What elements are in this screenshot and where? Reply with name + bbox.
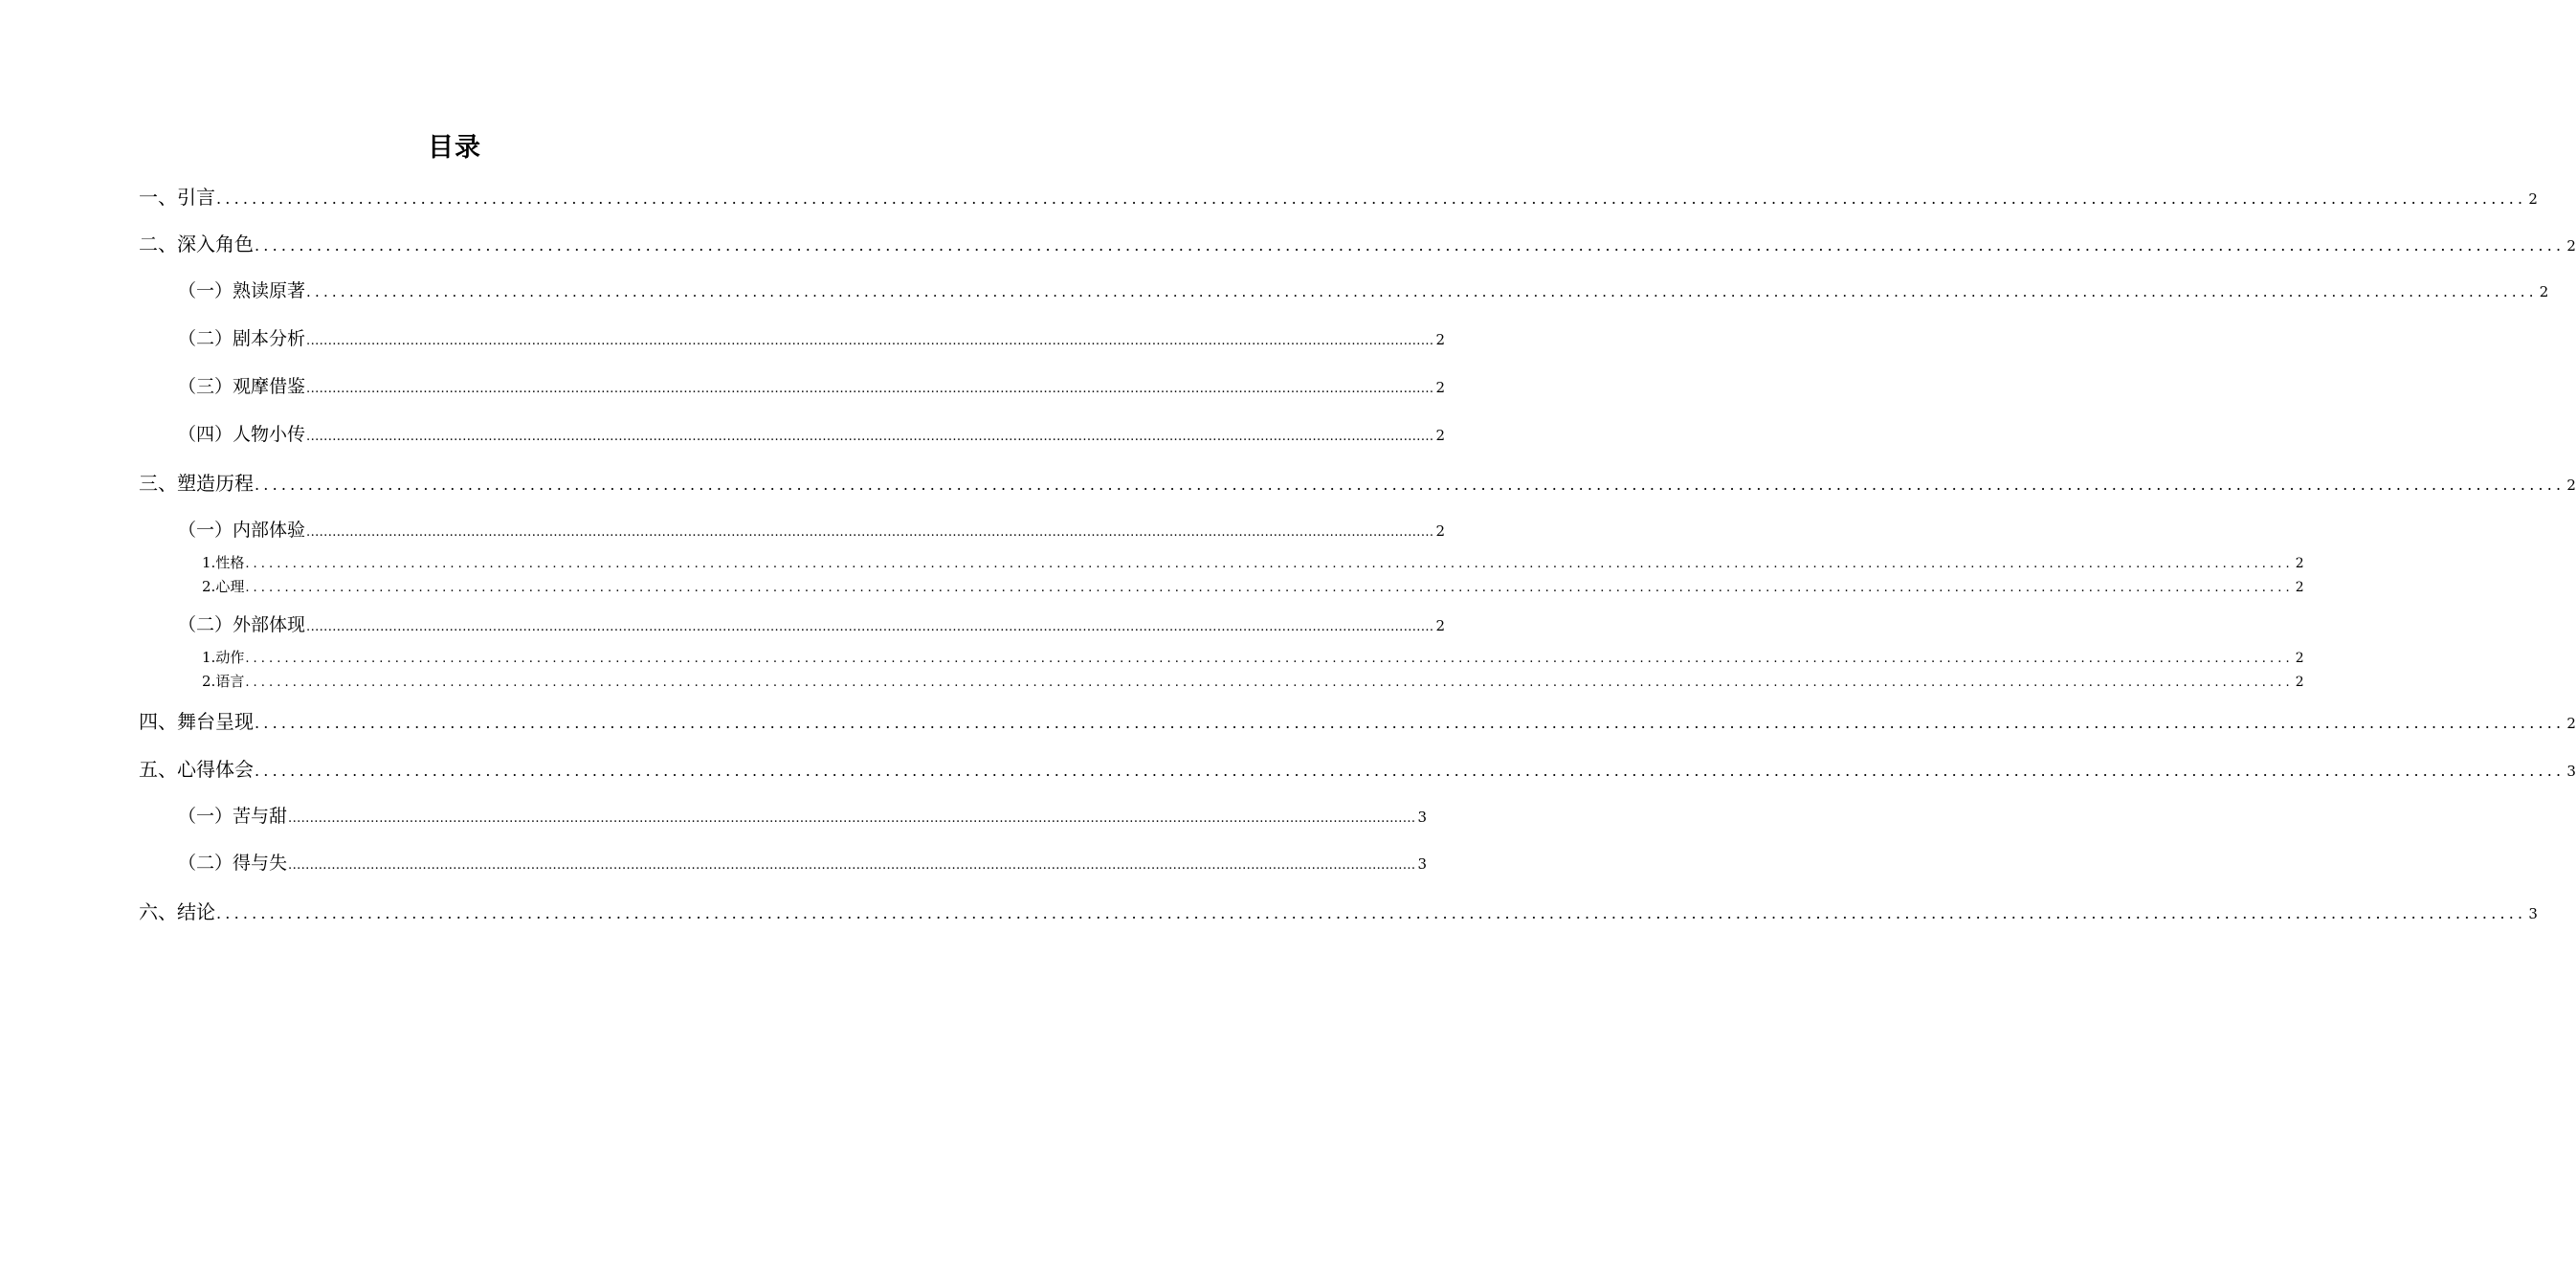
toc-entry-number: （一） <box>178 520 233 541</box>
toc-dot-leader: .................................................................................................................................................................................................................................................................... <box>306 430 1434 444</box>
toc-entry-number: （二） <box>178 328 233 349</box>
toc-entry-number: 1. <box>202 649 216 666</box>
toc-dot-leader: .................................................................................................................................................................................................................................................................... <box>306 525 1434 540</box>
toc-page-number: 2 <box>2528 190 2538 208</box>
toc-entry-title: 内部体验 <box>233 520 306 541</box>
toc-entry-number: 2. <box>202 673 216 690</box>
toc-entry[interactable] <box>178 802 1427 828</box>
toc-entry-title: 结论 <box>177 900 215 923</box>
toc-entry-title: 塑造历程 <box>177 472 254 495</box>
toc-entry[interactable] <box>139 897 2538 924</box>
toc-entry[interactable] <box>178 324 1445 350</box>
toc-entry-number: 1. <box>202 554 216 571</box>
toc-entry[interactable] <box>139 468 2576 496</box>
toc-entry[interactable] <box>178 516 1445 542</box>
toc-page-number: 2 <box>2566 477 2576 494</box>
toc-page-number: 2 <box>1435 522 1445 540</box>
toc-dot-leader: .................................................................................................................................................................................................................................................................... <box>255 476 2565 494</box>
toc-entry-title: 熟读原著 <box>233 280 306 301</box>
toc-entry-title: 观摩借鉴 <box>233 376 306 397</box>
toc-entry-number: 五、 <box>139 758 177 781</box>
toc-entry[interactable] <box>139 182 2538 210</box>
toc-page-number: 3 <box>1417 855 1427 873</box>
toc-entry-title: 心理 <box>215 578 245 595</box>
toc-dot-leader: .................................................................................................................................................................................................................................................................... <box>288 811 1416 826</box>
toc-entry-number: （二） <box>178 614 233 635</box>
toc-dot-leader: .................................................................................................................................................................................................................................................................... <box>245 557 2294 571</box>
toc-entry[interactable] <box>202 647 2304 667</box>
toc-page-number: 2 <box>1435 427 1445 444</box>
toc-page-number: 2 <box>2566 715 2576 732</box>
toc-page-number: 2 <box>1435 331 1445 348</box>
toc-entry-number: （一） <box>178 806 233 827</box>
toc-entry[interactable] <box>202 671 2304 691</box>
toc-title: 目录 <box>428 133 481 163</box>
toc-entry[interactable] <box>178 277 2549 302</box>
toc-entry-number: 2. <box>202 578 216 595</box>
toc-entry[interactable] <box>202 552 2304 572</box>
toc-page-number: 3 <box>1417 809 1427 826</box>
toc-entry[interactable] <box>202 576 2304 596</box>
toc-page-number: 2 <box>2295 556 2304 571</box>
toc-dot-leader: .................................................................................................................................................................................................................................................................... <box>216 904 2527 922</box>
toc-entry[interactable] <box>178 610 1445 636</box>
toc-entry-title: 舞台呈现 <box>177 710 254 733</box>
toc-entry[interactable] <box>139 754 2576 782</box>
toc-dot-leader: .................................................................................................................................................................................................................................................................... <box>255 762 2565 780</box>
toc-page-number: 2 <box>2295 651 2304 666</box>
toc-entry[interactable] <box>178 372 1445 398</box>
toc-entry-title: 引言 <box>177 186 215 209</box>
toc-page-number: 2 <box>2566 237 2576 255</box>
toc-entry-number: （三） <box>178 376 233 397</box>
toc-page-number: 2 <box>1435 379 1445 396</box>
toc-entry-number: （一） <box>178 280 233 301</box>
toc-dot-leader: .................................................................................................................................................................................................................................................................... <box>306 620 1434 634</box>
toc-entry-title: 性格 <box>215 554 245 571</box>
toc-entry-number: （二） <box>178 853 233 874</box>
toc-entry-title: 心得体会 <box>177 758 254 781</box>
toc-entry-number: 一、 <box>139 186 177 209</box>
toc-dot-leader: .................................................................................................................................................................................................................................................................... <box>245 676 2294 690</box>
toc-entry[interactable] <box>178 849 1427 875</box>
toc-entry[interactable] <box>139 229 2576 256</box>
toc-entry-number: （四） <box>178 424 233 445</box>
toc-dot-leader: .................................................................................................................................................................................................................................................................... <box>306 382 1434 396</box>
toc-entry-number: 二、 <box>139 233 177 255</box>
toc-dot-leader: .................................................................................................................................................................................................................................................................... <box>255 714 2565 732</box>
toc-page-number: 3 <box>2566 763 2576 780</box>
toc-entry-title: 苦与甜 <box>233 806 288 827</box>
toc-page-number: 2 <box>1435 617 1445 634</box>
toc-page-number: 2 <box>2295 675 2304 690</box>
toc-entry-title: 外部体现 <box>233 614 306 635</box>
toc-page-number: 2 <box>2539 283 2549 300</box>
toc-entry-title: 剧本分析 <box>233 328 306 349</box>
toc-page-number: 2 <box>2295 580 2304 595</box>
toc-entry-number: 三、 <box>139 472 177 495</box>
toc-page-number: 3 <box>2528 905 2538 922</box>
toc-dot-leader: .................................................................................................................................................................................................................................................................... <box>245 652 2294 666</box>
toc-entry[interactable] <box>139 706 2576 734</box>
toc-entry-number: 四、 <box>139 710 177 733</box>
toc-dot-leader: .................................................................................................................................................................................................................................................................... <box>306 283 2538 300</box>
toc-dot-leader: .................................................................................................................................................................................................................................................................... <box>288 858 1416 873</box>
toc-entry-title: 深入角色 <box>177 233 254 255</box>
toc-entry-title: 动作 <box>215 649 245 666</box>
toc-entry-number: 六、 <box>139 900 177 923</box>
toc-dot-leader: .................................................................................................................................................................................................................................................................... <box>216 189 2527 208</box>
toc-dot-leader: .................................................................................................................................................................................................................................................................... <box>245 581 2294 595</box>
toc-entry[interactable] <box>178 420 1445 446</box>
toc-entry-title: 语言 <box>215 673 245 690</box>
toc-entry-title: 得与失 <box>233 853 288 874</box>
toc-entry-title: 人物小传 <box>233 424 306 445</box>
toc-dot-leader: .................................................................................................................................................................................................................................................................... <box>255 236 2565 255</box>
toc-dot-leader: .................................................................................................................................................................................................................................................................... <box>306 334 1434 348</box>
